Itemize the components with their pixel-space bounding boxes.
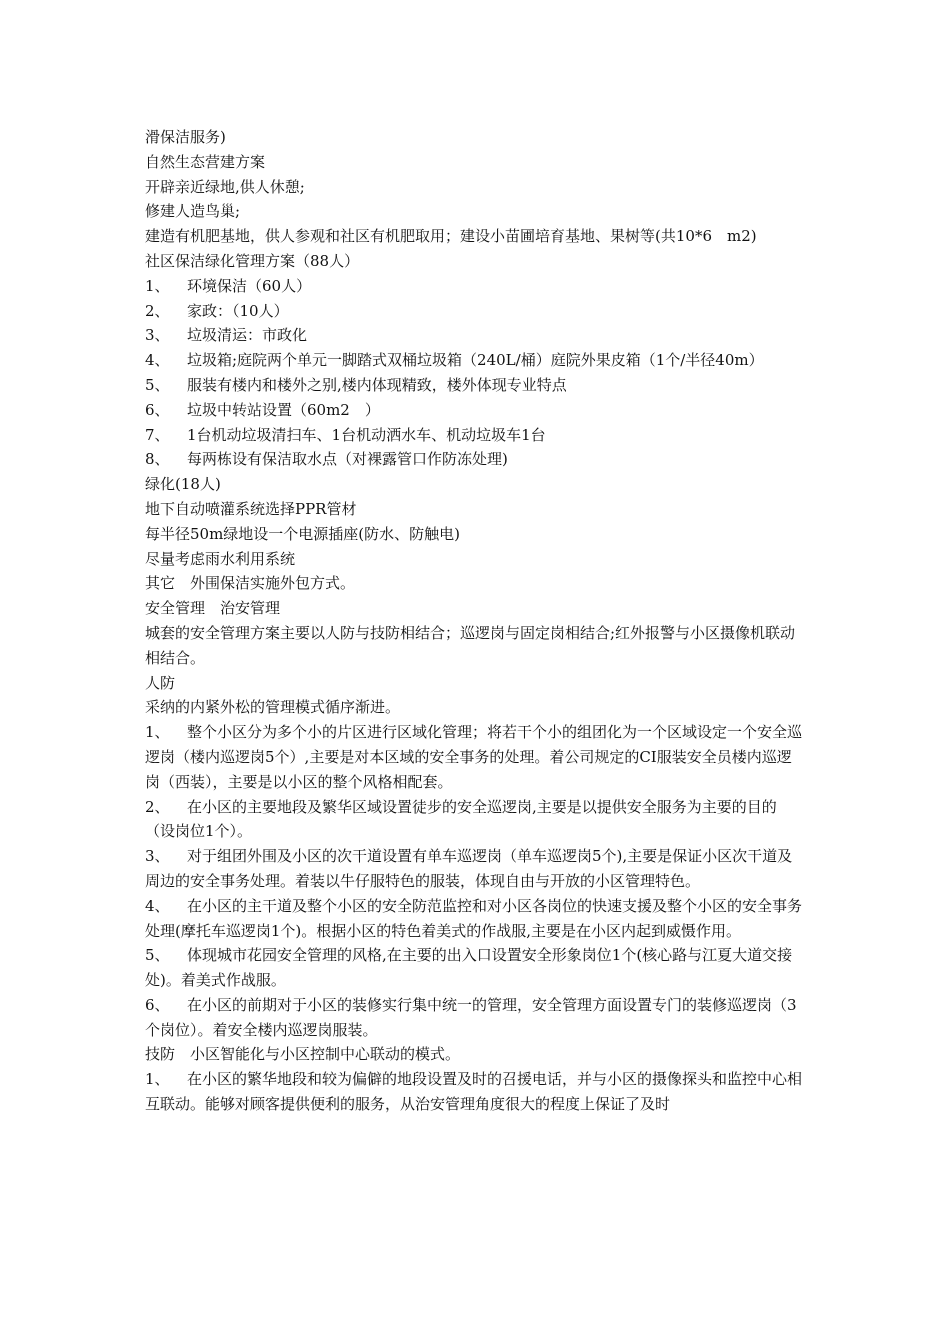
text-line: 开辟亲近绿地,供人休憩; [145, 177, 305, 196]
text-line: 滑保洁服务) [145, 128, 226, 146]
item-text: 在小区的主干道及整个小区的安全防范监控和对小区各岗位的快速支援及整个小区的安全事务处理(摩托车巡逻岗1个)。根据小区的特色着美式的作战服,主要是在小区内起到威慑作用。 [145, 896, 803, 940]
item-text: 1台机动垃圾清扫车、1台机动洒水车、机动垃圾车1台 [187, 425, 546, 444]
item-number: 5、 [145, 946, 170, 965]
item-number: 2、 [145, 797, 170, 816]
item-text: 服装有楼内和楼外之别,楼内体现精致，楼外体现专业特点 [187, 375, 567, 394]
item-number: 8、 [145, 450, 170, 469]
item-text: 对于组团外围及小区的次干道设置有单车巡逻岗（单车巡逻岗5个),主要是保证小区次干道及周边的安全事务处理。着装以牛仔服特色的服装，体现自由与开放的小区管理特色。 [145, 847, 793, 890]
item-number: 6、 [145, 995, 170, 1014]
section-heading-personnel: 人防 [145, 673, 176, 692]
list-item [145, 894, 805, 944]
item-text: 环境保洁（60人） [187, 276, 312, 295]
item-number: 4、 [145, 896, 170, 915]
item-text: 在小区的繁华地段和较为偏僻的地段设置及时的召援电话，并与小区的摄像探头和监控中心相互联动。能够对顾客提供便利的服务，从治安管理角度很大的程度上保证了及时 [145, 1070, 803, 1114]
list-item [145, 795, 805, 845]
item-number: 7、 [145, 425, 170, 444]
list-item [145, 943, 805, 993]
item-text: 垃圾中转站设置（60m2 ） [187, 400, 380, 419]
text-line: 尽量考虑雨水利用系统 [145, 549, 296, 568]
item-text: 在小区的前期对于小区的装修实行集中统一的管理，安全管理方面设置专门的装修巡逻岗（3个岗位）。着安全楼内巡逻岗服装。 [145, 995, 797, 1039]
text-line: 采纳的内紧外松的管理模式循序渐进。 [145, 698, 401, 717]
text-line: 每半径50m绿地设一个电源插座(防水、防触电) [145, 524, 461, 543]
item-number: 5、 [145, 375, 170, 394]
list-item [145, 423, 805, 448]
text-line: 地下自动喷灌系统选择PPR管材 [145, 499, 357, 518]
section-heading-cleaning: 社区保洁绿化管理方案（88人） [145, 251, 360, 270]
document-body [145, 125, 805, 1117]
list-item [145, 844, 805, 894]
item-number: 2、 [145, 301, 170, 320]
list-item [145, 720, 805, 794]
list-item [145, 348, 805, 373]
item-text: 每两栋设有保洁取水点（对裸露管口作防冻处理) [187, 450, 508, 469]
text-line: 其它 外围保洁实施外包方式。 [145, 574, 356, 593]
item-number: 1、 [145, 723, 170, 742]
section-heading-ecology: 自然生态营建方案 [145, 152, 266, 171]
section-heading-greening: 绿化(18人) [145, 475, 221, 494]
paragraph: 城套的安全管理方案主要以人防与技防相结合；巡逻岗与固定岗相结合;红外报警与小区摄像机联动相结合。 [145, 623, 796, 667]
item-text: 体现城市花园安全管理的风格,在主要的出入口设置安全形象岗位1个(核心路与江夏大道交接处)。着美式作战服。 [145, 946, 793, 990]
item-text: 垃圾箱;庭院两个单元一脚踏式双桶垃圾箱（240L/桶）庭院外果皮箱（1个/半径40m） [187, 351, 764, 370]
text-line: 建造有机肥基地，供人参观和社区有机肥取用；建设小苗圃培育基地、果树等(共10*6 m2) [145, 227, 757, 246]
list-item [145, 398, 805, 423]
list-item [145, 299, 805, 324]
text-line: 修建人造鸟巢; [145, 202, 241, 221]
item-number: 1、 [145, 276, 170, 295]
list-item [145, 993, 805, 1043]
item-number: 3、 [145, 326, 170, 345]
section-heading-security: 安全管理 治安管理 [145, 599, 281, 618]
item-number: 6、 [145, 400, 170, 419]
section-heading-tech: 技防 小区智能化与小区控制中心联动的模式。 [145, 1045, 461, 1064]
list-item [145, 447, 805, 472]
item-number: 3、 [145, 847, 170, 866]
item-number: 4、 [145, 351, 170, 370]
item-text: 家政：（10人） [187, 301, 289, 320]
item-number: 1、 [145, 1070, 170, 1089]
list-item [145, 323, 805, 348]
item-text: 垃圾清运：市政化 [187, 326, 308, 345]
list-item [145, 373, 805, 398]
item-text: 在小区的主要地段及繁华区域设置徒步的安全巡逻岗,主要是以提供安全服务为主要的目的（设岗位1个）。 [145, 797, 777, 841]
list-item [145, 1067, 805, 1117]
item-text: 整个小区分为多个小的片区进行区域化管理；将若干个小的组团化为一个区域设定一个安全巡逻岗（楼内巡逻岗5个）,主要是对本区域的安全事务的处理。着公司规定的CI服装安全员楼内巡逻岗（西装），主要是以小区的整个风格相配套。 [145, 723, 803, 791]
list-item [145, 274, 805, 299]
